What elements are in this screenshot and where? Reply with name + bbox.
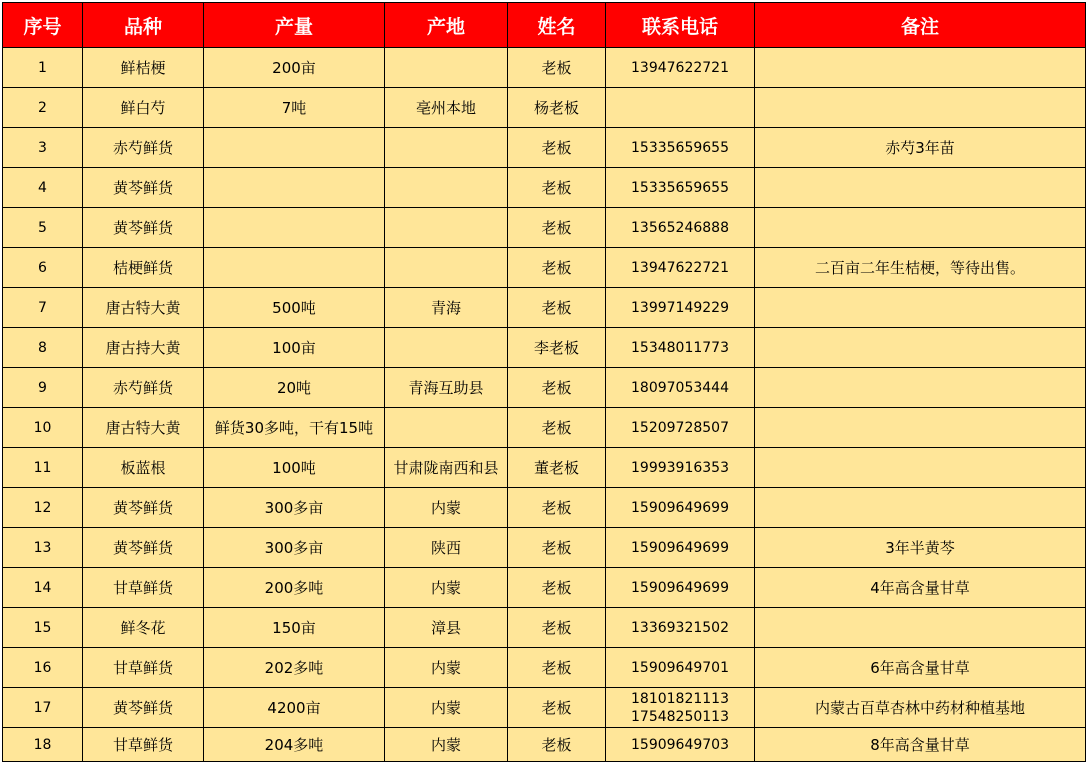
cell-note[interactable] <box>755 488 1086 528</box>
cell-no[interactable]: 14 <box>3 568 83 608</box>
cell-origin[interactable] <box>385 168 508 208</box>
cell-name[interactable]: 老板 <box>508 688 606 728</box>
cell-no[interactable]: 3 <box>3 128 83 168</box>
phone-number: 19993916353 <box>631 459 729 476</box>
cell-no[interactable]: 9 <box>3 368 83 408</box>
phone-number: 15909649701 <box>631 659 729 676</box>
cell-variety[interactable]: 唐古持大黄 <box>83 328 204 368</box>
cell-no[interactable]: 8 <box>3 328 83 368</box>
cell-phone[interactable] <box>606 168 755 208</box>
cell-output[interactable] <box>204 248 385 288</box>
cell-name[interactable]: 老板 <box>508 168 606 208</box>
cell-origin[interactable]: 甘肃陇南西和县 <box>385 448 508 488</box>
cell-name[interactable]: 李老板 <box>508 328 606 368</box>
cell-output[interactable]: 500吨 <box>204 288 385 328</box>
cell-note[interactable]: 赤芍3年苗 <box>755 128 1086 168</box>
cell-phone[interactable] <box>606 408 755 448</box>
cell-no[interactable]: 2 <box>3 88 83 128</box>
cell-note[interactable]: 8年高含量甘草 <box>755 728 1086 762</box>
cell-origin[interactable]: 内蒙 <box>385 648 508 688</box>
phone-number: 15909649699 <box>631 539 729 556</box>
cell-name[interactable]: 老板 <box>508 608 606 648</box>
cell-phone[interactable] <box>606 128 755 168</box>
table-row[interactable] <box>3 48 1086 88</box>
header-cell-output: 产量 <box>204 3 385 48</box>
cell-origin[interactable]: 陕西 <box>385 528 508 568</box>
cell-variety[interactable]: 甘草鲜货 <box>83 568 204 608</box>
supply-table <box>2 2 1086 762</box>
phone-number: 17548250113 <box>631 708 729 725</box>
cell-phone[interactable] <box>606 528 755 568</box>
cell-origin[interactable]: 青海 <box>385 288 508 328</box>
cell-origin[interactable]: 亳州本地 <box>385 88 508 128</box>
cell-note[interactable] <box>755 168 1086 208</box>
cell-origin[interactable]: 青海互助县 <box>385 368 508 408</box>
cell-variety[interactable]: 唐古特大黄 <box>83 408 204 448</box>
cell-name[interactable]: 董老板 <box>508 448 606 488</box>
cell-output[interactable] <box>204 128 385 168</box>
table-row[interactable] <box>3 568 1086 608</box>
cell-output[interactable]: 204多吨 <box>204 728 385 762</box>
phone-number: 15335659655 <box>631 179 729 196</box>
cell-no[interactable]: 4 <box>3 168 83 208</box>
cell-name[interactable]: 老板 <box>508 568 606 608</box>
cell-output[interactable]: 100吨 <box>204 448 385 488</box>
cell-name[interactable]: 老板 <box>508 728 606 762</box>
cell-note[interactable] <box>755 88 1086 128</box>
phone-number: 13997149229 <box>631 299 729 316</box>
cell-phone[interactable] <box>606 568 755 608</box>
cell-variety[interactable]: 板蓝根 <box>83 448 204 488</box>
cell-note[interactable]: 二百亩二年生桔梗，等待出售。 <box>755 248 1086 288</box>
phone-number: 15348011773 <box>631 339 729 356</box>
table-row[interactable] <box>3 368 1086 408</box>
cell-note[interactable] <box>755 368 1086 408</box>
header-cell-phone: 联系电话 <box>606 3 755 48</box>
cell-no[interactable]: 5 <box>3 208 83 248</box>
phone-number: 15909649699 <box>631 499 729 516</box>
cell-phone[interactable] <box>606 648 755 688</box>
cell-name[interactable]: 老板 <box>508 288 606 328</box>
cell-variety[interactable]: 赤芍鲜货 <box>83 128 204 168</box>
cell-variety[interactable]: 甘草鲜货 <box>83 728 204 762</box>
cell-output[interactable]: 7吨 <box>204 88 385 128</box>
cell-no[interactable]: 12 <box>3 488 83 528</box>
cell-origin[interactable] <box>385 128 508 168</box>
cell-name[interactable]: 老板 <box>508 528 606 568</box>
cell-variety[interactable]: 黄芩鲜货 <box>83 528 204 568</box>
cell-no[interactable]: 16 <box>3 648 83 688</box>
cell-variety[interactable]: 黄芩鲜货 <box>83 168 204 208</box>
cell-name[interactable]: 老板 <box>508 648 606 688</box>
cell-note[interactable] <box>755 288 1086 328</box>
cell-variety[interactable]: 黄芩鲜货 <box>83 208 204 248</box>
cell-name[interactable]: 老板 <box>508 248 606 288</box>
cell-no[interactable]: 15 <box>3 608 83 648</box>
cell-origin[interactable]: 内蒙 <box>385 568 508 608</box>
table-row[interactable] <box>3 728 1086 762</box>
header-cell-variety: 品种 <box>83 3 204 48</box>
cell-output[interactable]: 300多亩 <box>204 528 385 568</box>
table-row[interactable] <box>3 648 1086 688</box>
cell-output[interactable]: 200亩 <box>204 48 385 88</box>
cell-variety[interactable]: 桔梗鲜货 <box>83 248 204 288</box>
header-cell-note: 备注 <box>755 3 1086 48</box>
table-row[interactable] <box>3 688 1086 728</box>
table-body <box>3 48 1086 762</box>
table-row[interactable] <box>3 608 1086 648</box>
cell-origin[interactable] <box>385 408 508 448</box>
cell-variety[interactable]: 赤芍鲜货 <box>83 368 204 408</box>
cell-phone[interactable] <box>606 488 755 528</box>
table-row[interactable] <box>3 488 1086 528</box>
cell-output[interactable]: 100亩 <box>204 328 385 368</box>
phone-number: 18101821113 <box>631 690 729 707</box>
table-row[interactable] <box>3 328 1086 368</box>
phone-number: 13565246888 <box>631 219 729 236</box>
phone-number: 13947622721 <box>631 259 729 276</box>
phone-number: 13947622721 <box>631 59 729 76</box>
cell-name[interactable]: 老板 <box>508 368 606 408</box>
table-row[interactable] <box>3 248 1086 288</box>
table-row[interactable] <box>3 88 1086 128</box>
cell-output[interactable] <box>204 168 385 208</box>
header-cell-origin: 产地 <box>385 3 508 48</box>
cell-note[interactable] <box>755 448 1086 488</box>
phone-number: 13369321502 <box>631 619 729 636</box>
cell-no[interactable]: 1 <box>3 48 83 88</box>
table-row[interactable] <box>3 208 1086 248</box>
cell-note[interactable] <box>755 408 1086 448</box>
cell-origin[interactable]: 内蒙 <box>385 728 508 762</box>
cell-phone[interactable] <box>606 88 755 128</box>
cell-note[interactable] <box>755 608 1086 648</box>
cell-note[interactable] <box>755 208 1086 248</box>
cell-no[interactable]: 7 <box>3 288 83 328</box>
header-row <box>3 3 1086 48</box>
cell-variety[interactable]: 鲜桔梗 <box>83 48 204 88</box>
cell-phone[interactable] <box>606 368 755 408</box>
cell-name[interactable]: 老板 <box>508 48 606 88</box>
cell-note[interactable] <box>755 48 1086 88</box>
cell-phone[interactable] <box>606 448 755 488</box>
cell-phone[interactable] <box>606 728 755 762</box>
cell-origin[interactable]: 漳县 <box>385 608 508 648</box>
phone-number: 15209728507 <box>631 419 729 436</box>
cell-origin[interactable]: 内蒙 <box>385 488 508 528</box>
cell-phone[interactable] <box>606 48 755 88</box>
cell-origin[interactable] <box>385 208 508 248</box>
cell-variety[interactable]: 黄芩鲜货 <box>83 688 204 728</box>
cell-note[interactable]: 6年高含量甘草 <box>755 648 1086 688</box>
cell-phone[interactable] <box>606 688 755 728</box>
cell-no[interactable]: 18 <box>3 728 83 762</box>
cell-origin[interactable]: 内蒙 <box>385 688 508 728</box>
phone-number: 15909649699 <box>631 579 729 596</box>
table-row[interactable] <box>3 288 1086 328</box>
phone-number: 18097053444 <box>631 379 729 396</box>
cell-origin[interactable] <box>385 328 508 368</box>
cell-output[interactable]: 4200亩 <box>204 688 385 728</box>
cell-no[interactable]: 13 <box>3 528 83 568</box>
cell-variety[interactable]: 甘草鲜货 <box>83 648 204 688</box>
cell-output[interactable]: 202多吨 <box>204 648 385 688</box>
cell-variety[interactable]: 黄芩鲜货 <box>83 488 204 528</box>
cell-output[interactable]: 200多吨 <box>204 568 385 608</box>
cell-phone[interactable] <box>606 248 755 288</box>
cell-variety[interactable]: 鲜白芍 <box>83 88 204 128</box>
cell-note[interactable]: 3年半黄芩 <box>755 528 1086 568</box>
cell-origin[interactable] <box>385 48 508 88</box>
cell-name[interactable]: 老板 <box>508 128 606 168</box>
phone-number: 15335659655 <box>631 139 729 156</box>
table-row[interactable] <box>3 168 1086 208</box>
phone-number: 15909649703 <box>631 736 729 753</box>
cell-output[interactable]: 150亩 <box>204 608 385 648</box>
cell-no[interactable]: 6 <box>3 248 83 288</box>
cell-name[interactable]: 老板 <box>508 208 606 248</box>
table-row[interactable] <box>3 128 1086 168</box>
cell-output[interactable] <box>204 208 385 248</box>
cell-phone[interactable] <box>606 208 755 248</box>
cell-no[interactable]: 17 <box>3 688 83 728</box>
cell-output[interactable]: 20吨 <box>204 368 385 408</box>
cell-note[interactable]: 4年高含量甘草 <box>755 568 1086 608</box>
cell-origin[interactable] <box>385 248 508 288</box>
cell-variety[interactable]: 鲜冬花 <box>83 608 204 648</box>
table-row[interactable] <box>3 528 1086 568</box>
cell-no[interactable]: 11 <box>3 448 83 488</box>
cell-phone[interactable] <box>606 328 755 368</box>
cell-phone[interactable] <box>606 288 755 328</box>
cell-phone[interactable] <box>606 608 755 648</box>
header-cell-no: 序号 <box>3 3 83 48</box>
cell-no[interactable]: 10 <box>3 408 83 448</box>
cell-variety[interactable]: 唐古特大黄 <box>83 288 204 328</box>
cell-name[interactable]: 老板 <box>508 488 606 528</box>
cell-name[interactable]: 老板 <box>508 408 606 448</box>
cell-name[interactable]: 杨老板 <box>508 88 606 128</box>
table-row[interactable] <box>3 408 1086 448</box>
cell-note[interactable] <box>755 328 1086 368</box>
header-cell-name: 姓名 <box>508 3 606 48</box>
cell-output[interactable]: 300多亩 <box>204 488 385 528</box>
cell-output[interactable]: 鲜货30多吨，干有15吨 <box>204 408 385 448</box>
table-row[interactable] <box>3 448 1086 488</box>
cell-note[interactable]: 内蒙古百草杏林中药材种植基地 <box>755 688 1086 728</box>
